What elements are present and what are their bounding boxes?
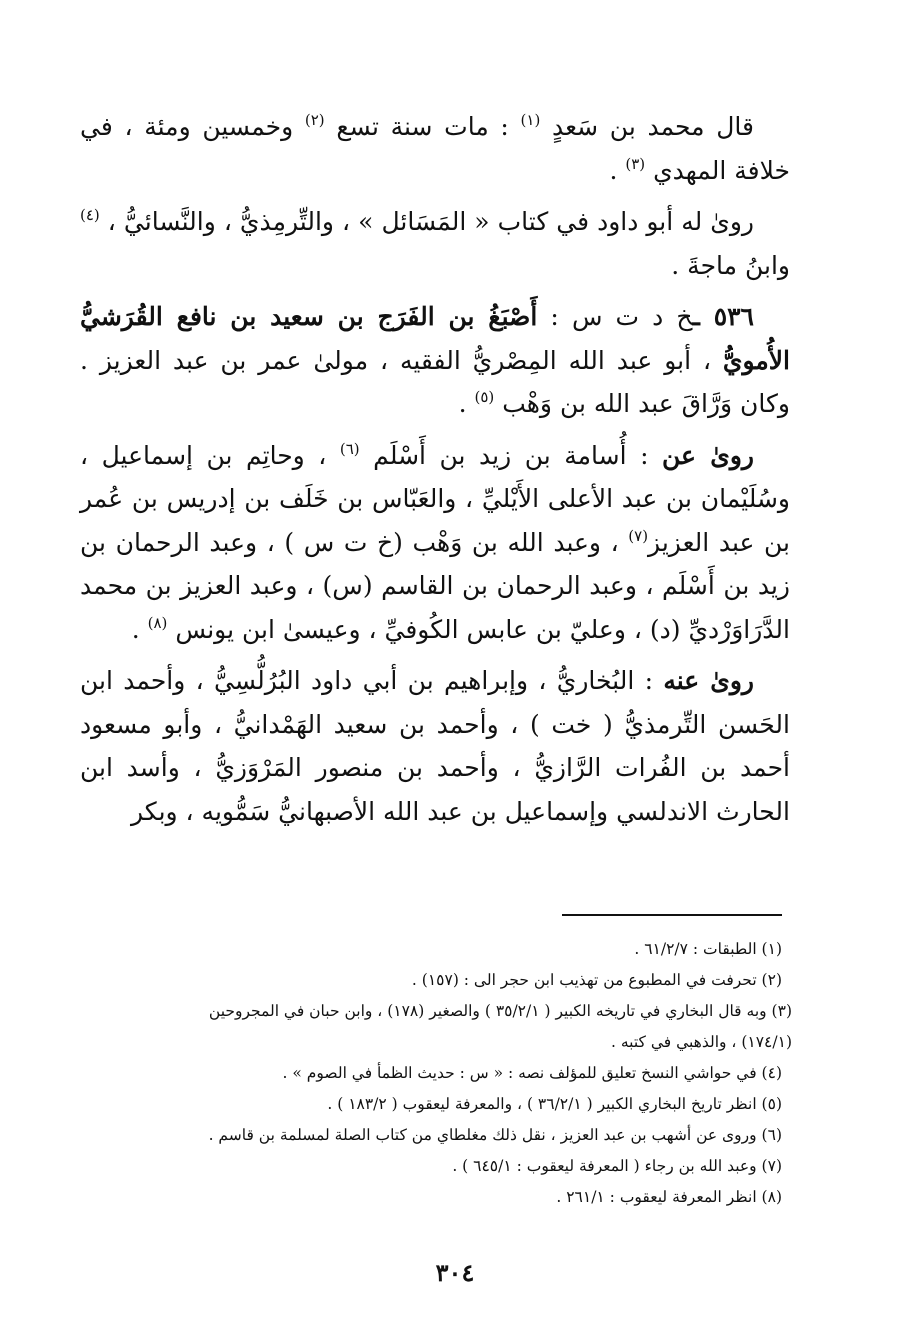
main-text	[80, 105, 790, 841]
bold-text: ٥٣٦ ـ	[692, 302, 754, 331]
footnote-3: (٣) وبه قال البخاري في تاريخه الكبير ( ٣٥/٢/١ ) والصغير (١٧٨) ، وابن حبان في المجروحين	[208, 1002, 792, 1020]
footnote-6: (٦) وروى عن أشهب بن عبد العزيز ، نقل ذلك مغلطاي من كتاب الصلة لمسلمة بن قاسم .	[208, 1126, 782, 1144]
paragraph-4	[80, 434, 790, 652]
footnote-ref: (٤)	[80, 206, 100, 224]
paragraph-1	[80, 105, 790, 192]
text-run: قال محمد بن سَعدٍ	[540, 112, 754, 141]
footnote-3-continued: (١٧٤/١) ، والذهبي في كتبه .	[611, 1033, 792, 1051]
text-run: .	[458, 389, 475, 418]
footnote-ref: (٨)	[147, 613, 168, 632]
text-run: : مات سنة تسع	[324, 112, 521, 141]
footnote-2: (٢) تحرفت في المطبوع من تهذيب ابن حجر الى : (١٥٧) .	[411, 971, 782, 989]
footnote-8: (٨) انظر المعرفة ليعقوب : ٢٦١/١ .	[556, 1188, 782, 1206]
footnote-5: (٥) انظر تاريخ البخاري الكبير ( ٣٦/٢/١ ) ، والمعرفة ليعقوب ( ١٨٣/٢ ) .	[327, 1095, 782, 1113]
text-run: روىٰ له أبو داود في كتاب « المَسَائل » ، والتِّرمِذيُّ ، والنَّسائيُّ ،	[99, 207, 754, 236]
paragraph-2	[80, 200, 790, 287]
text-run: : البُخاريُّ ، وإبراهيم بن أبي داود البُرُلُّسِيُّ ، وأحمد ابن الحَسن التِّرمذيُّ ( خت ) ، وأحمد بن سعيد الهَمْدانيُّ ، وأبو مسعود أحمد بن الفُرات الرَّازيُّ ، وأحمد بن منصور المَرْوَزيُّ ، وأسد ابن الحارث الاندلسي وإسماعيل بن عبد الله الأصبهانيُّ سَمُّويه ، وبكر	[80, 666, 790, 826]
text-run: خ د ت س :	[537, 302, 693, 331]
paragraph-5	[80, 659, 790, 833]
page-number: ٣٠٤	[435, 1258, 475, 1287]
footnote-divider	[562, 914, 782, 916]
footnote-ref: (٥)	[474, 388, 495, 406]
footnote-ref: (٣)	[625, 154, 646, 173]
footnote-ref: (٧)	[628, 526, 649, 545]
footnote-ref: (٢)	[304, 111, 325, 129]
footnote-1: (١) الطبقات : ٦١/٢/٧ .	[634, 940, 782, 958]
bold-text: روىٰ عن	[662, 440, 754, 470]
text-run: وابنُ ماجةَ .	[671, 250, 790, 280]
text-run: وخمسين ومئة ، في خلافة المهدي	[80, 112, 790, 185]
text-run: .	[131, 614, 148, 644]
text-run: ، وعبد الله بن وَهْب (خ ت س ) ، وعبد الرحمان بن زيد بن أَسْلَم ، وعبد الرحمان بن القاسم (س) ، وعبد العزيز بن محمد الدَّرَاوَرْديِّ (د) ، وعليّ بن عابس الكُوفيِّ ، وعيسىٰ ابن يونس	[80, 527, 790, 644]
footnotes	[182, 934, 792, 1213]
footnote-7: (٧) وعبد الله بن رجاء ( المعرفة ليعقوب : ٦٤٥/١ ) .	[452, 1157, 782, 1175]
footnote-4: (٤) في حواشي النسخ تعليق للمؤلف نصه : « س : حديث الظمأ في الصوم » .	[282, 1064, 782, 1082]
bold-text: روىٰ عنه	[663, 666, 754, 695]
footnote-ref: (١)	[520, 111, 541, 129]
text-run: ، أبو عبد الله المِصْريُّ الفقيه ، مولىٰ عمر بن عبد العزيز . وكان وَرَّاقَ عبد الله بن وَهْب	[80, 345, 790, 418]
bold-text: أَصْبَغُ بن الفَرَج بن سعيد بن نافع القُرَشيُّ الأُمويُّ	[80, 302, 790, 375]
text-run: : أُسامة بن زيد بن أَسْلَم	[359, 440, 663, 470]
text-run: .	[609, 155, 626, 185]
text-run: ، وحاتِم بن إسماعيل ، وسُلَيْمان بن عبد الأعلى الأَيْليِّ ، والعَبّاس بن خَلَف بن إدريس بن عُمر بن عبد العزيز	[80, 440, 790, 557]
footnote-ref: (٦)	[339, 439, 360, 458]
paragraph-3	[80, 295, 790, 426]
